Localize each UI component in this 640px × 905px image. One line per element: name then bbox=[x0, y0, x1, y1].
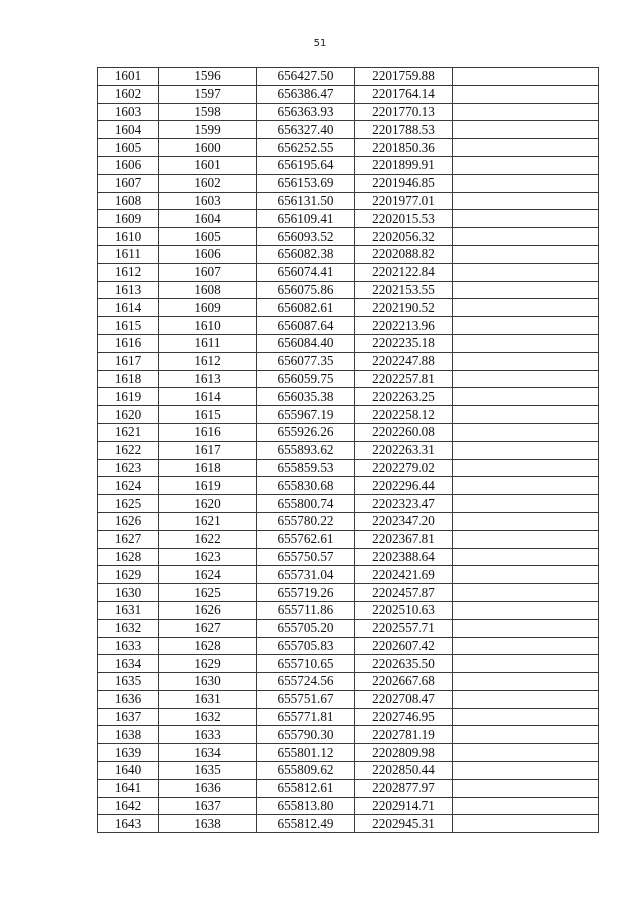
note-cell bbox=[453, 726, 599, 744]
note-cell bbox=[453, 85, 599, 103]
x-coordinate-cell: 656077.35 bbox=[257, 352, 355, 370]
y-coordinate-cell: 2202388.64 bbox=[355, 548, 453, 566]
previous-point-cell: 1612 bbox=[159, 352, 257, 370]
y-coordinate-cell: 2202877.97 bbox=[355, 779, 453, 797]
previous-point-cell: 1628 bbox=[159, 637, 257, 655]
y-coordinate-cell: 2202809.98 bbox=[355, 744, 453, 762]
table-row bbox=[98, 744, 599, 762]
y-coordinate-cell: 2202190.52 bbox=[355, 299, 453, 317]
y-coordinate-cell: 2201850.36 bbox=[355, 139, 453, 157]
previous-point-cell: 1605 bbox=[159, 228, 257, 246]
y-coordinate-cell: 2201770.13 bbox=[355, 103, 453, 121]
x-coordinate-cell: 656082.38 bbox=[257, 245, 355, 263]
x-coordinate-cell: 655780.22 bbox=[257, 512, 355, 530]
table-row bbox=[98, 601, 599, 619]
note-cell bbox=[453, 192, 599, 210]
point-number-cell: 1632 bbox=[98, 619, 159, 637]
previous-point-cell: 1622 bbox=[159, 530, 257, 548]
y-coordinate-cell: 2202635.50 bbox=[355, 655, 453, 673]
previous-point-cell: 1625 bbox=[159, 584, 257, 602]
note-cell bbox=[453, 459, 599, 477]
note-cell bbox=[453, 388, 599, 406]
x-coordinate-cell: 656327.40 bbox=[257, 121, 355, 139]
previous-point-cell: 1624 bbox=[159, 566, 257, 584]
note-cell bbox=[453, 495, 599, 513]
y-coordinate-cell: 2202510.63 bbox=[355, 601, 453, 619]
x-coordinate-cell: 656074.41 bbox=[257, 263, 355, 281]
x-coordinate-cell: 655705.83 bbox=[257, 637, 355, 655]
y-coordinate-cell: 2202607.42 bbox=[355, 637, 453, 655]
note-cell bbox=[453, 744, 599, 762]
x-coordinate-cell: 655751.67 bbox=[257, 690, 355, 708]
table-row bbox=[98, 495, 599, 513]
table-row bbox=[98, 779, 599, 797]
previous-point-cell: 1618 bbox=[159, 459, 257, 477]
table-row bbox=[98, 637, 599, 655]
note-cell bbox=[453, 530, 599, 548]
previous-point-cell: 1636 bbox=[159, 779, 257, 797]
x-coordinate-cell: 656084.40 bbox=[257, 334, 355, 352]
note-cell bbox=[453, 673, 599, 691]
y-coordinate-cell: 2202296.44 bbox=[355, 477, 453, 495]
x-coordinate-cell: 655710.65 bbox=[257, 655, 355, 673]
x-coordinate-cell: 655762.61 bbox=[257, 530, 355, 548]
table-row bbox=[98, 584, 599, 602]
x-coordinate-cell: 655705.20 bbox=[257, 619, 355, 637]
x-coordinate-cell: 655812.49 bbox=[257, 815, 355, 833]
x-coordinate-cell: 656109.41 bbox=[257, 210, 355, 228]
page-number: 51 bbox=[313, 38, 327, 49]
table-row bbox=[98, 762, 599, 780]
y-coordinate-cell: 2201977.01 bbox=[355, 192, 453, 210]
previous-point-cell: 1623 bbox=[159, 548, 257, 566]
y-coordinate-cell: 2202263.31 bbox=[355, 441, 453, 459]
x-coordinate-cell: 656093.52 bbox=[257, 228, 355, 246]
previous-point-cell: 1600 bbox=[159, 139, 257, 157]
note-cell bbox=[453, 139, 599, 157]
point-number-cell: 1610 bbox=[98, 228, 159, 246]
point-number-cell: 1601 bbox=[98, 68, 159, 86]
previous-point-cell: 1596 bbox=[159, 68, 257, 86]
previous-point-cell: 1619 bbox=[159, 477, 257, 495]
table-row bbox=[98, 281, 599, 299]
note-cell bbox=[453, 317, 599, 335]
previous-point-cell: 1626 bbox=[159, 601, 257, 619]
table-row bbox=[98, 139, 599, 157]
y-coordinate-cell: 2201946.85 bbox=[355, 174, 453, 192]
point-number-cell: 1638 bbox=[98, 726, 159, 744]
point-number-cell: 1616 bbox=[98, 334, 159, 352]
table-row bbox=[98, 388, 599, 406]
point-number-cell: 1605 bbox=[98, 139, 159, 157]
point-number-cell: 1633 bbox=[98, 637, 159, 655]
previous-point-cell: 1597 bbox=[159, 85, 257, 103]
previous-point-cell: 1632 bbox=[159, 708, 257, 726]
point-number-cell: 1621 bbox=[98, 423, 159, 441]
table-row bbox=[98, 815, 599, 833]
point-number-cell: 1625 bbox=[98, 495, 159, 513]
previous-point-cell: 1633 bbox=[159, 726, 257, 744]
point-number-cell: 1628 bbox=[98, 548, 159, 566]
point-number-cell: 1642 bbox=[98, 797, 159, 815]
table-row bbox=[98, 548, 599, 566]
y-coordinate-cell: 2201899.91 bbox=[355, 156, 453, 174]
x-coordinate-cell: 656082.61 bbox=[257, 299, 355, 317]
point-number-cell: 1609 bbox=[98, 210, 159, 228]
previous-point-cell: 1637 bbox=[159, 797, 257, 815]
table-row bbox=[98, 68, 599, 86]
previous-point-cell: 1609 bbox=[159, 299, 257, 317]
previous-point-cell: 1621 bbox=[159, 512, 257, 530]
point-number-cell: 1602 bbox=[98, 85, 159, 103]
x-coordinate-cell: 655926.26 bbox=[257, 423, 355, 441]
y-coordinate-cell: 2202235.18 bbox=[355, 334, 453, 352]
note-cell bbox=[453, 352, 599, 370]
table-row bbox=[98, 673, 599, 691]
table-row bbox=[98, 441, 599, 459]
point-number-cell: 1604 bbox=[98, 121, 159, 139]
point-number-cell: 1623 bbox=[98, 459, 159, 477]
y-coordinate-cell: 2202421.69 bbox=[355, 566, 453, 584]
table-row bbox=[98, 797, 599, 815]
previous-point-cell: 1614 bbox=[159, 388, 257, 406]
previous-point-cell: 1610 bbox=[159, 317, 257, 335]
x-coordinate-cell: 655859.53 bbox=[257, 459, 355, 477]
table-row bbox=[98, 708, 599, 726]
y-coordinate-cell: 2202945.31 bbox=[355, 815, 453, 833]
x-coordinate-cell: 655724.56 bbox=[257, 673, 355, 691]
y-coordinate-cell: 2202781.19 bbox=[355, 726, 453, 744]
previous-point-cell: 1613 bbox=[159, 370, 257, 388]
x-coordinate-cell: 655809.62 bbox=[257, 762, 355, 780]
y-coordinate-cell: 2202260.08 bbox=[355, 423, 453, 441]
point-number-cell: 1613 bbox=[98, 281, 159, 299]
note-cell bbox=[453, 103, 599, 121]
x-coordinate-cell: 656363.93 bbox=[257, 103, 355, 121]
previous-point-cell: 1634 bbox=[159, 744, 257, 762]
table-body bbox=[98, 68, 599, 833]
previous-point-cell: 1607 bbox=[159, 263, 257, 281]
point-number-cell: 1626 bbox=[98, 512, 159, 530]
note-cell bbox=[453, 281, 599, 299]
note-cell bbox=[453, 619, 599, 637]
x-coordinate-cell: 655893.62 bbox=[257, 441, 355, 459]
note-cell bbox=[453, 690, 599, 708]
previous-point-cell: 1631 bbox=[159, 690, 257, 708]
note-cell bbox=[453, 797, 599, 815]
point-number-cell: 1619 bbox=[98, 388, 159, 406]
point-number-cell: 1620 bbox=[98, 406, 159, 424]
point-number-cell: 1617 bbox=[98, 352, 159, 370]
y-coordinate-cell: 2201788.53 bbox=[355, 121, 453, 139]
table-row bbox=[98, 726, 599, 744]
y-coordinate-cell: 2202015.53 bbox=[355, 210, 453, 228]
x-coordinate-cell: 655967.19 bbox=[257, 406, 355, 424]
x-coordinate-cell: 656195.64 bbox=[257, 156, 355, 174]
previous-point-cell: 1630 bbox=[159, 673, 257, 691]
note-cell bbox=[453, 156, 599, 174]
x-coordinate-cell: 656059.75 bbox=[257, 370, 355, 388]
table-row bbox=[98, 299, 599, 317]
x-coordinate-cell: 655771.81 bbox=[257, 708, 355, 726]
point-number-cell: 1603 bbox=[98, 103, 159, 121]
note-cell bbox=[453, 441, 599, 459]
y-coordinate-cell: 2202279.02 bbox=[355, 459, 453, 477]
x-coordinate-cell: 655801.12 bbox=[257, 744, 355, 762]
y-coordinate-cell: 2202667.68 bbox=[355, 673, 453, 691]
point-number-cell: 1639 bbox=[98, 744, 159, 762]
y-coordinate-cell: 2202323.47 bbox=[355, 495, 453, 513]
y-coordinate-cell: 2202457.87 bbox=[355, 584, 453, 602]
table-row bbox=[98, 477, 599, 495]
x-coordinate-cell: 656427.50 bbox=[257, 68, 355, 86]
table-row bbox=[98, 530, 599, 548]
previous-point-cell: 1615 bbox=[159, 406, 257, 424]
table-row bbox=[98, 619, 599, 637]
point-number-cell: 1636 bbox=[98, 690, 159, 708]
previous-point-cell: 1598 bbox=[159, 103, 257, 121]
note-cell bbox=[453, 584, 599, 602]
x-coordinate-cell: 655719.26 bbox=[257, 584, 355, 602]
point-number-cell: 1622 bbox=[98, 441, 159, 459]
note-cell bbox=[453, 512, 599, 530]
point-number-cell: 1606 bbox=[98, 156, 159, 174]
previous-point-cell: 1638 bbox=[159, 815, 257, 833]
point-number-cell: 1627 bbox=[98, 530, 159, 548]
previous-point-cell: 1608 bbox=[159, 281, 257, 299]
table-row bbox=[98, 512, 599, 530]
table-row bbox=[98, 103, 599, 121]
note-cell bbox=[453, 370, 599, 388]
note-cell bbox=[453, 228, 599, 246]
point-number-cell: 1618 bbox=[98, 370, 159, 388]
note-cell bbox=[453, 566, 599, 584]
y-coordinate-cell: 2201759.88 bbox=[355, 68, 453, 86]
point-number-cell: 1615 bbox=[98, 317, 159, 335]
point-number-cell: 1611 bbox=[98, 245, 159, 263]
previous-point-cell: 1599 bbox=[159, 121, 257, 139]
note-cell bbox=[453, 655, 599, 673]
table-row bbox=[98, 156, 599, 174]
table-row bbox=[98, 655, 599, 673]
note-cell bbox=[453, 299, 599, 317]
previous-point-cell: 1611 bbox=[159, 334, 257, 352]
table-row bbox=[98, 406, 599, 424]
note-cell bbox=[453, 406, 599, 424]
note-cell bbox=[453, 477, 599, 495]
table-row bbox=[98, 192, 599, 210]
point-number-cell: 1641 bbox=[98, 779, 159, 797]
point-number-cell: 1624 bbox=[98, 477, 159, 495]
table-row bbox=[98, 317, 599, 335]
y-coordinate-cell: 2202122.84 bbox=[355, 263, 453, 281]
note-cell bbox=[453, 762, 599, 780]
previous-point-cell: 1629 bbox=[159, 655, 257, 673]
previous-point-cell: 1606 bbox=[159, 245, 257, 263]
x-coordinate-cell: 656131.50 bbox=[257, 192, 355, 210]
y-coordinate-cell: 2202088.82 bbox=[355, 245, 453, 263]
table-row bbox=[98, 85, 599, 103]
note-cell bbox=[453, 637, 599, 655]
note-cell bbox=[453, 263, 599, 281]
x-coordinate-cell: 655812.61 bbox=[257, 779, 355, 797]
table-row bbox=[98, 210, 599, 228]
table-row bbox=[98, 423, 599, 441]
point-number-cell: 1631 bbox=[98, 601, 159, 619]
point-number-cell: 1634 bbox=[98, 655, 159, 673]
table-row bbox=[98, 174, 599, 192]
note-cell bbox=[453, 174, 599, 192]
table-row bbox=[98, 352, 599, 370]
y-coordinate-cell: 2202258.12 bbox=[355, 406, 453, 424]
note-cell bbox=[453, 423, 599, 441]
note-cell bbox=[453, 245, 599, 263]
previous-point-cell: 1616 bbox=[159, 423, 257, 441]
x-coordinate-cell: 656035.38 bbox=[257, 388, 355, 406]
x-coordinate-cell: 656386.47 bbox=[257, 85, 355, 103]
note-cell bbox=[453, 815, 599, 833]
previous-point-cell: 1604 bbox=[159, 210, 257, 228]
x-coordinate-cell: 655790.30 bbox=[257, 726, 355, 744]
note-cell bbox=[453, 708, 599, 726]
table-row bbox=[98, 690, 599, 708]
x-coordinate-cell: 655711.86 bbox=[257, 601, 355, 619]
table-row bbox=[98, 334, 599, 352]
x-coordinate-cell: 655813.80 bbox=[257, 797, 355, 815]
x-coordinate-cell: 656087.64 bbox=[257, 317, 355, 335]
point-number-cell: 1614 bbox=[98, 299, 159, 317]
x-coordinate-cell: 655750.57 bbox=[257, 548, 355, 566]
y-coordinate-cell: 2202557.71 bbox=[355, 619, 453, 637]
point-number-cell: 1635 bbox=[98, 673, 159, 691]
x-coordinate-cell: 655731.04 bbox=[257, 566, 355, 584]
y-coordinate-cell: 2202914.71 bbox=[355, 797, 453, 815]
point-number-cell: 1630 bbox=[98, 584, 159, 602]
point-number-cell: 1637 bbox=[98, 708, 159, 726]
y-coordinate-cell: 2202213.96 bbox=[355, 317, 453, 335]
previous-point-cell: 1602 bbox=[159, 174, 257, 192]
point-number-cell: 1612 bbox=[98, 263, 159, 281]
point-number-cell: 1643 bbox=[98, 815, 159, 833]
table-row bbox=[98, 263, 599, 281]
previous-point-cell: 1635 bbox=[159, 762, 257, 780]
table-row bbox=[98, 245, 599, 263]
table-row bbox=[98, 121, 599, 139]
point-number-cell: 1629 bbox=[98, 566, 159, 584]
point-number-cell: 1608 bbox=[98, 192, 159, 210]
y-coordinate-cell: 2202708.47 bbox=[355, 690, 453, 708]
x-coordinate-cell: 655800.74 bbox=[257, 495, 355, 513]
note-cell bbox=[453, 779, 599, 797]
x-coordinate-cell: 655830.68 bbox=[257, 477, 355, 495]
y-coordinate-cell: 2201764.14 bbox=[355, 85, 453, 103]
note-cell bbox=[453, 121, 599, 139]
x-coordinate-cell: 656252.55 bbox=[257, 139, 355, 157]
y-coordinate-cell: 2202746.95 bbox=[355, 708, 453, 726]
previous-point-cell: 1601 bbox=[159, 156, 257, 174]
y-coordinate-cell: 2202257.81 bbox=[355, 370, 453, 388]
note-cell bbox=[453, 68, 599, 86]
table-row bbox=[98, 459, 599, 477]
x-coordinate-cell: 656075.86 bbox=[257, 281, 355, 299]
note-cell bbox=[453, 601, 599, 619]
table-row bbox=[98, 370, 599, 388]
y-coordinate-cell: 2202153.55 bbox=[355, 281, 453, 299]
note-cell bbox=[453, 334, 599, 352]
y-coordinate-cell: 2202056.32 bbox=[355, 228, 453, 246]
y-coordinate-cell: 2202263.25 bbox=[355, 388, 453, 406]
y-coordinate-cell: 2202347.20 bbox=[355, 512, 453, 530]
note-cell bbox=[453, 210, 599, 228]
note-cell bbox=[453, 548, 599, 566]
coordinates-table bbox=[97, 67, 599, 833]
previous-point-cell: 1603 bbox=[159, 192, 257, 210]
previous-point-cell: 1620 bbox=[159, 495, 257, 513]
y-coordinate-cell: 2202247.88 bbox=[355, 352, 453, 370]
point-number-cell: 1640 bbox=[98, 762, 159, 780]
previous-point-cell: 1617 bbox=[159, 441, 257, 459]
x-coordinate-cell: 656153.69 bbox=[257, 174, 355, 192]
point-number-cell: 1607 bbox=[98, 174, 159, 192]
y-coordinate-cell: 2202367.81 bbox=[355, 530, 453, 548]
table-row bbox=[98, 566, 599, 584]
previous-point-cell: 1627 bbox=[159, 619, 257, 637]
y-coordinate-cell: 2202850.44 bbox=[355, 762, 453, 780]
table-row bbox=[98, 228, 599, 246]
